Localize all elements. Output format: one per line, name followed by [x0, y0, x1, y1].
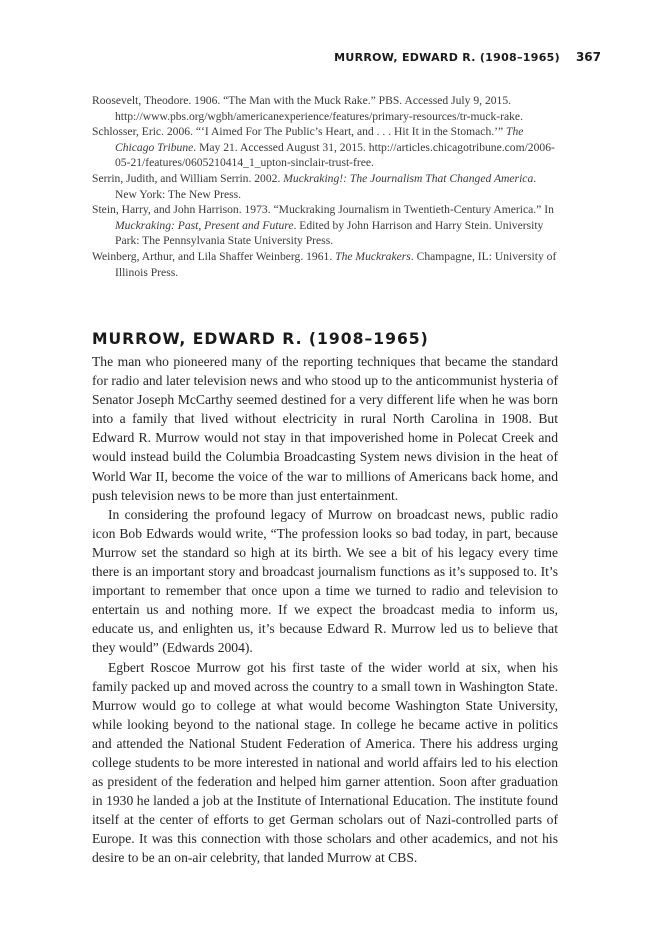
reference-italic-title: The Chicago Tribune	[115, 125, 524, 154]
body-paragraph: Egbert Roscoe Murrow got his first taste of the wider world at six, when his family packed up and moved across the country to a small town in Washington State. Murrow would go to college at what would become Washington State University, while looking beyond to the national stage. In college he became active in politics and attended the National Student Federation of America. There his address urging college students to be more interested in national and world affairs led to his election as president of the federation and helped him garner attention. Soon after graduation in 1930 he landed a job at the Institute of International Education. The institute found itself at the center of efforts to get German scholars out of Nazi-controlled parts of Europe. It was this connection with those scholars and other academics, and not his desire to be an on-air celebrity, that landed Murrow at CBS.	[92, 659, 558, 866]
reference-entry	[92, 93, 558, 124]
reference-text-tail: . Champagne, IL: University of Illinois Press.	[115, 249, 557, 279]
article-body	[92, 352, 558, 868]
reference-text-tail: . Edited by John Harrison and Harry Stein. University Park: The Pennsylvania State University Press.	[115, 218, 544, 248]
reference-text: Schlosser, Eric. 2006. “‘I Aimed For The Public’s Heart, and . . . Hit It in the Stomach.’”	[92, 125, 507, 139]
reference-italic-title: Muckraking!: The Journalism That Changed America	[283, 171, 534, 185]
reference-entry	[92, 124, 558, 171]
reference-text: Stein, Harry, and John Harrison. 1973. “Muckraking Journalism in Twentieth-Century America.” In	[92, 203, 554, 217]
reference-italic-title: Muckraking: Past, Present and Future	[115, 218, 294, 232]
body-paragraph: In considering the profound legacy of Murrow on broadcast news, public radio icon Bob Edwards would write, “The profession looks so bad today, in part, because Murrow set the standard so high at its birth. We see a bit of his legacy every time there is an important story and broadcast journalism functions as it’s supposed to. It’s important to remember that once upon a time we turned to radio and television to entertain us and nothing more. If we expect the broadcast media to inform us, educate us, and enlighten us, it’s because Edward R. Murrow led us to believe that they would” (Edwards 2004).	[92, 506, 558, 656]
body-paragraph: The man who pioneered many of the reporting techniques that became the standard for radio and later television news and who stood up to the anticommunist hysteria of Senator Joseph McCarthy seemed destined for a very different life when he was born into a family that lived without electricity in rural North Carolina in 1908. But Edward R. Murrow would not stay in that impoverished home in Polecat Creek and would instead build the Columbia Broadcasting System news division in the heat of World War II, become the voice of the war to millions of Americans back home, and push television news to be more than just entertainment.	[92, 354, 558, 503]
reference-list	[92, 93, 558, 280]
reference-text: Weinberg, Arthur, and Lila Shaffer Weinberg. 1961.	[92, 249, 336, 263]
reference-text: Roosevelt, Theodore. 1906. “The Man with the Muck Rake.” PBS. Accessed July 9, 2015. http://www.pbs.org/wgbh/americanexperience/features/primary-resources/tr-muck-rake.	[92, 94, 523, 123]
reference-entry	[92, 171, 558, 202]
entry-title: MURROW, EDWARD R. (1908–1965)	[92, 330, 429, 348]
page-number: 367	[575, 50, 601, 64]
reference-italic-title: The Muckrakers	[335, 249, 411, 263]
running-title: MURROW, EDWARD R. (1908–1965)	[334, 51, 560, 64]
running-head	[90, 50, 601, 64]
reference-entry	[92, 249, 558, 280]
reference-text-tail: . New York: The New Press.	[115, 171, 537, 201]
reference-text-tail: . May 21. Accessed August 31, 2015. http://articles.chicagotribune.com/2006-05-21/features/0605210414_1_upton-sinclair-trust-free.	[115, 140, 555, 170]
reference-text: Serrin, Judith, and William Serrin. 2002.	[92, 171, 284, 185]
reference-entry	[92, 202, 558, 249]
